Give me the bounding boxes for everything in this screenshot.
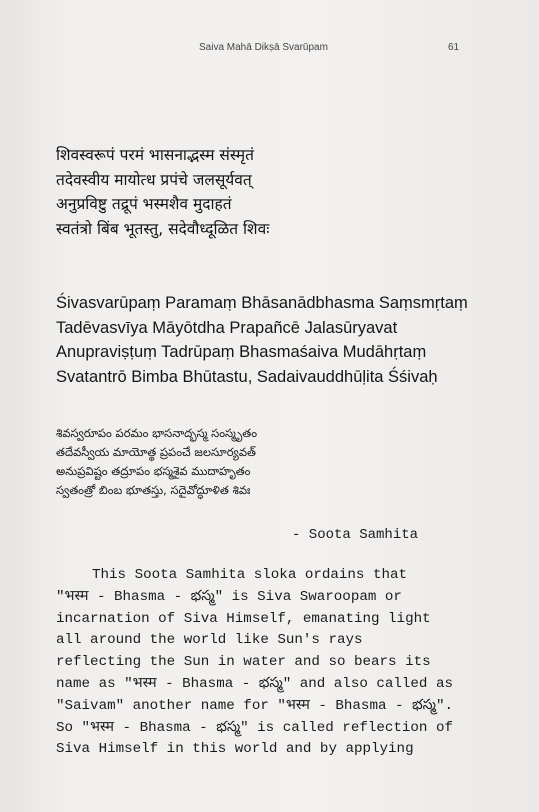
body-line: reflecting the Sun in water and so bears its (56, 654, 431, 671)
body-line: "भस्म - Bhasma - భస్మ" is Siva Swaroopam or (56, 588, 402, 605)
body-line: all around the world like Sun's rays (56, 632, 363, 649)
body-line-text: This Soota Samhita sloka ordains that (92, 567, 408, 583)
telugu-line: శివస్వరూపం పరమం భాసనాద్భస్మ సంస్మృతం (56, 426, 258, 440)
body-line: incarnation of Siva Himself, emanating light (56, 610, 431, 627)
sanskrit-verse (56, 143, 496, 241)
page-header (0, 42, 539, 58)
transliteration-line: Tadēvasvīya Māyōtdha Prapañcē Jalasūryavat (56, 318, 398, 337)
telugu-line: అనుప్రవిష్టం తద్రూపం భస్మశైవ ముదాహృతం (56, 464, 251, 478)
sanskrit-line: तदेवस्वीय मायोत्ध प्रपंचे जलसूर्यवत् (56, 170, 252, 189)
transliteration-verse (56, 291, 516, 389)
telugu-verse (56, 424, 496, 500)
telugu-line: తదేవస్వీయ మాయోత్థ ప్రపంచే జలసూర్యవత్ (56, 445, 256, 459)
body-line: So "भस्म - Bhasma - భస్మ" is called reflection of (56, 719, 453, 736)
transliteration-line: Svatantrō Bimba Bhūtastu, Sadaivauddhūḷita Śśivaḥ (56, 367, 438, 386)
body-line: name as "भस्म - Bhasma - భస్మ" and also called as (56, 675, 453, 692)
transliteration-line: Śivasvarūpaṃ Paramaṃ Bhāsanādbhasma Saṃsmṛtaṃ (56, 294, 468, 312)
sanskrit-line: अनुप्रविष्टु तद्रूपं भस्मशैव मुदाहतं (56, 195, 232, 213)
body-line: Siva Himself in this world and by applying (56, 741, 414, 758)
running-title: Saiva Mahā Dikṣā Svarūpam (199, 42, 328, 53)
source-attribution: - Soota Samhita (292, 527, 419, 543)
body-line: "Saivam" another name for "भस्म - Bhasma - భస్మ". (56, 697, 453, 714)
transliteration-line: Anupraviṣṭuṃ Tadrūpaṃ Bhasmaśaiva Mudāhṛtaṃ (56, 343, 427, 361)
body-paragraph (56, 565, 498, 761)
sanskrit-line: शिवस्वरूपं परमं भासनाद्भस्म संस्मृतं (56, 146, 255, 164)
body-line (56, 565, 498, 587)
page-number: 61 (448, 42, 460, 53)
telugu-line: స్వతంత్రో బింబ భూతస్తు, సదైవోద్ధూళిత శివః (56, 483, 251, 497)
sanskrit-line: स्वतंत्रो बिंब भूतस्तु, सदेवौध्दूळित शिवः (56, 219, 270, 238)
